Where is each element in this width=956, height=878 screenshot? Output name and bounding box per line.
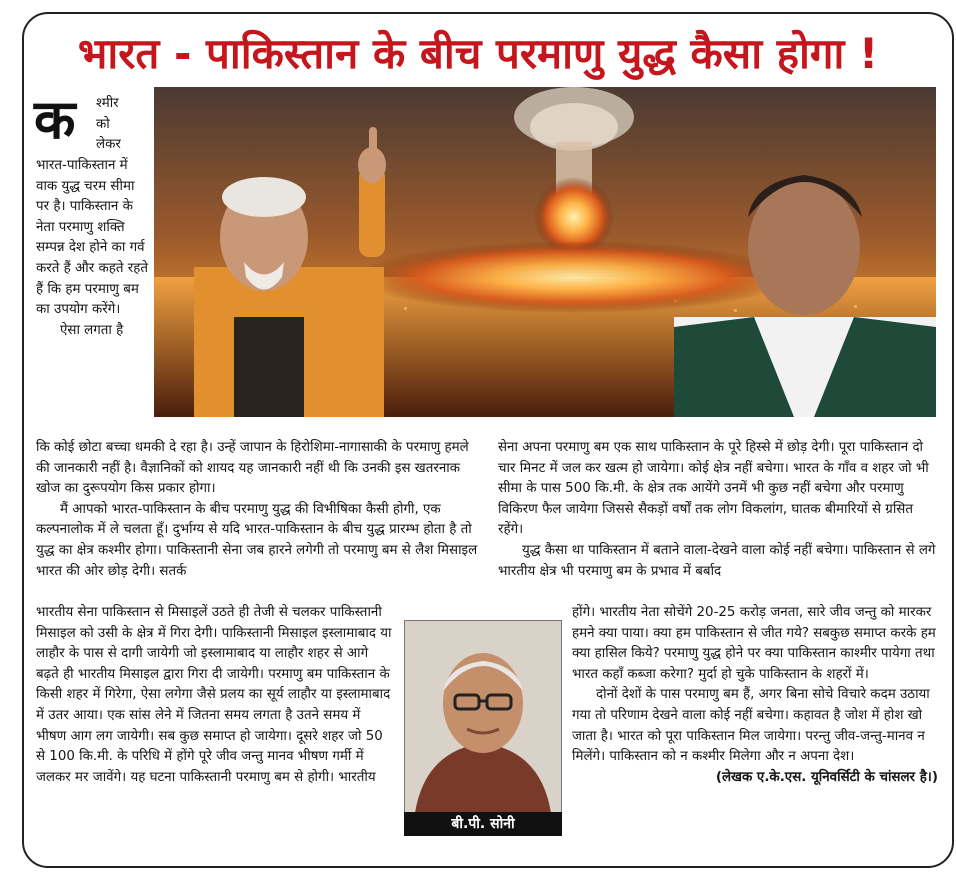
left-paragraph-1: कि कोई छोटा बच्चा धमकी दे रहा है। उन्हें जापान के हिरोशिमा-नागासाकी के परमाणु हमले की जानकारी नहीं है। वैज्ञानिकों को शायद यह जानकारी नहीं थी कि उनकी इस खतरनाक खोज का दुरूपयोग किस प्रकार होगा। bbox=[36, 440, 469, 497]
right-paragraph-4: दोनों देशों के पास परमाणु बम हैं, अगर बिना सोचे विचारे कदम उठाया गया तो परिणाम देखने वाला कोई नहीं बचेगा। कहावत है जोश में होश खो जाता है। भारत को पूरा पाकिस्तान मिल जायेगा। परन्तु जीव-जन्तु-मानव न मिलेंगे। पाकिस्तान को न कश्मीर मिलेगा और न अपना देश। bbox=[572, 687, 930, 765]
intro-column bbox=[36, 156, 148, 341]
photo-caption: बी.पी. सोनी bbox=[404, 812, 562, 836]
right-paragraph-2: युद्ध कैसा था पाकिस्तान में बताने वाला-देखने वाला कोई नहीं बचेगा। पाकिस्तान से लगे भारतीय क्षेत्र भी परमाणु बम के प्रभाव में बर्बाद bbox=[498, 542, 936, 579]
author-photo bbox=[404, 620, 562, 814]
author-portrait-illustration bbox=[405, 621, 561, 813]
intro-paragraph: भारत-पाकिस्तान में वाक युद्ध चरम सीमा पर है। पाकिस्तान के नेता परमाणु शक्ति सम्पन्न देश होने का गर्व करते हैं और कहते रहते हैं कि हम परमाणु बम का उपयोग करेंगे। bbox=[36, 158, 148, 318]
left-column-top bbox=[36, 438, 478, 582]
right-column-top bbox=[498, 438, 938, 582]
intro-continuation: ऐसा लगता है bbox=[60, 322, 124, 338]
intro-line-2: को bbox=[96, 116, 110, 132]
headline: भारत - पाकिस्तान के बीच परमाणु युद्ध कैसा होगा ! bbox=[77, 29, 879, 78]
right-column-bottom bbox=[572, 603, 938, 788]
left-column-bottom bbox=[36, 603, 394, 788]
author-credit: (लेखक ए.के.एस. यूनिवर्सिटी के चांसलर है।) bbox=[715, 769, 938, 785]
intro-lines bbox=[96, 94, 152, 156]
intro-line-1: श्मीर bbox=[96, 96, 119, 111]
left-paragraph-2: मैं आपको भारत-पाकिस्तान के बीच परमाणु युद्ध की विभीषिका कैसी होगी, एक कल्पनालोक में ले चलता हूँ। दुर्भाग्य से यदि भारत-पाकिस्तान के बीच युद्ध प्रारम्भ होता है तो युद्ध का क्षेत्र कश्मीर होगा। पाकिस्तानी सेना जब हारने लगेगी तो परमाणु बम से लैश मिसाइल भारत की ओर छोड़ देगी। सतर्क bbox=[36, 501, 478, 579]
intro-line-3: लेकर bbox=[96, 137, 121, 153]
nuclear-explosion-illustration bbox=[154, 87, 936, 417]
right-paragraph-3: होंगे। भारतीय नेता सोचेंगे 20-25 करोड़ जनता, सारे जीव जन्तु को मारकर हमने क्या पाया। क्या हम पाकिस्तान से जीत गये? सबकुछ समाप्त करके हम क्या हासिल किये? परमाणु युद्ध होने पर क्या पाकिस्तान काश्मीर पायेगा तथा भारत कहाँ कब्जा करेगा? मुर्दा हो चुके पाकिस्तान के शहरों में। bbox=[572, 605, 936, 682]
right-paragraph-1: सेना अपना परमाणु बम एक साथ पाकिस्तान के पूरे हिस्से में छोड़ देगी। पूरा पाकिस्तान दो चार मिनट में जल कर खत्म हो जायेगा। कोई क्षेत्र नहीं बचेगा। भारत के गाँव व शहर जो भी सीमा के पास 500 कि.मी. के क्षेत्र तक आयेंगे उनमें भी कुछ नहीं बचेगा और परमाणु विकिरण फैल जायेगा जिससे सैकड़ों वर्षों तक लोग विकलांग, घातक बीमारियों से ग्रसित रहेंगे। bbox=[498, 440, 929, 538]
left-paragraph-3: भारतीय सेना पाकिस्तान से मिसाइलें उठते ही तेजी से चलकर पाकिस्तानी मिसाइल को उसी के क्षेत्र में गिरा देगी। पाकिस्तानी मिसाइल इस्लामाबाद या लाहौर के पास से दागी जायेगी जो इस्लामाबाद या लाहौर शहर से आगे बढ़ते ही भारतीय मिसाइल द्वारा गिरा दी जायेगी। परमाणु बम पाकिस्तान के किसी शहर में गिरेगा, ऐसा लगेगा जैसे प्रलय का सूर्य लाहौर या इस्लामाबाद में उतर आया। एक सांस लेने में जितना समय लगता है उतने समय में भीषण आग लग जायेगी। सब कुछ समाप्त हो जायेगा। दूसरे शहर जो 50 से 100 कि.मी. के परिधि में होंगे पूरे जीव जन्तु मानव भीषण गर्मी में जलकर मर जावेंगे। यह घटना पाकिस्तानी परमाणु बम से होगी। भारतीय bbox=[36, 605, 392, 785]
drop-cap: क bbox=[34, 88, 76, 151]
hero-image bbox=[154, 87, 936, 417]
